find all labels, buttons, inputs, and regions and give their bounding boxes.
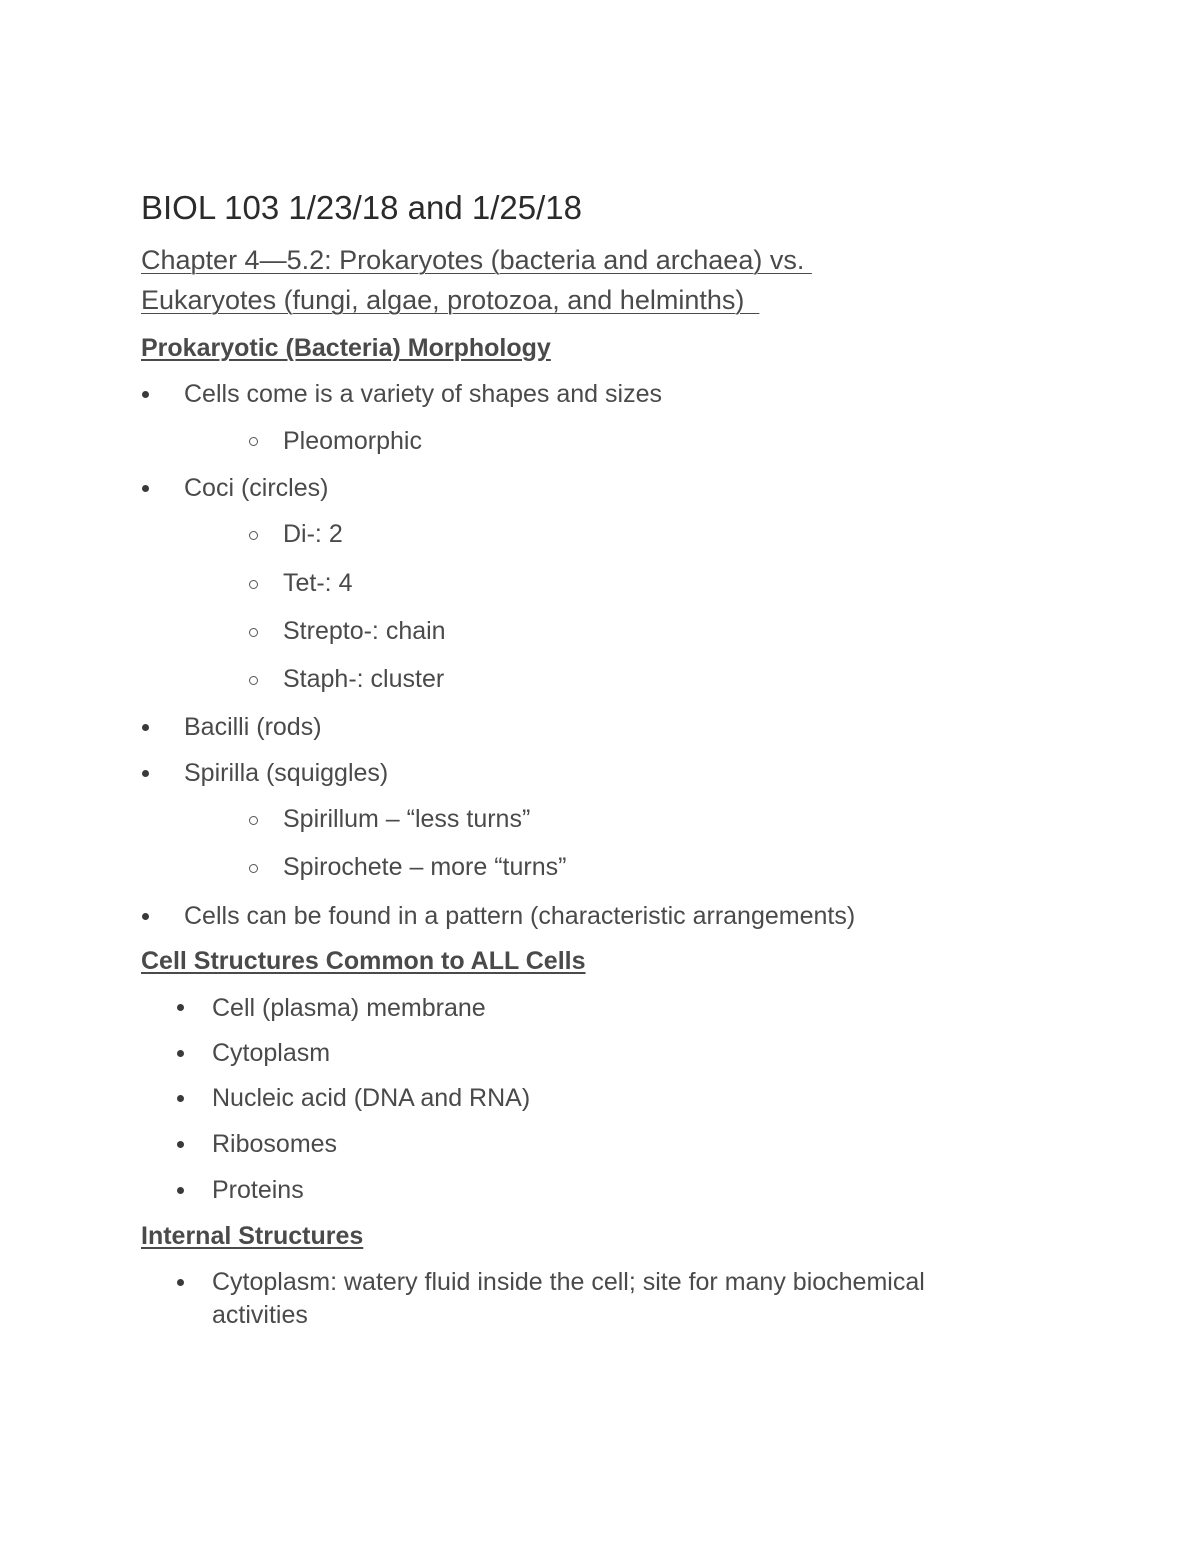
circle-bullet-icon (249, 580, 258, 589)
section-heading-morphology: Prokaryotic (Bacteria) Morphology (141, 334, 551, 362)
chapter-line-2: Eukaryotes (fungi, algae, protozoa, and helminths) (141, 285, 760, 315)
circle-bullet-icon (249, 531, 258, 540)
bullet-icon (142, 485, 149, 492)
list-item: Cells come is a variety of shapes and sizes (184, 380, 662, 408)
list-item: Pleomorphic (283, 427, 422, 455)
bullet-icon (142, 770, 149, 777)
bullet-icon (177, 1004, 184, 1011)
list-item: Staph-: cluster (283, 665, 445, 693)
list-item: Ribosomes (212, 1130, 338, 1158)
circle-bullet-icon (249, 816, 258, 825)
list-item: Cytoplasm (212, 1039, 331, 1067)
list-item: Nucleic acid (DNA and RNA) (212, 1084, 531, 1112)
list-item: Cytoplasm: watery fluid inside the cell; site for many biochemical (212, 1268, 925, 1296)
section-heading-internal: Internal Structures (141, 1222, 364, 1250)
bullet-icon (177, 1095, 184, 1102)
list-item: Bacilli (rods) (184, 713, 322, 741)
bullet-icon (177, 1050, 184, 1057)
list-item: Di-: 2 (283, 520, 343, 548)
circle-bullet-icon (249, 437, 258, 446)
list-item: Proteins (212, 1176, 304, 1204)
circle-bullet-icon (249, 864, 258, 873)
bullet-icon (177, 1279, 184, 1286)
list-item: Spirochete – more “turns” (283, 853, 567, 881)
bullet-icon (142, 913, 149, 920)
list-item-continuation: activities (212, 1301, 308, 1329)
list-item: Strepto-: chain (283, 617, 446, 645)
circle-bullet-icon (249, 628, 258, 637)
section-heading-common: Cell Structures Common to ALL Cells (141, 947, 586, 975)
bullet-icon (142, 724, 149, 731)
bullet-icon (177, 1187, 184, 1194)
circle-bullet-icon (249, 676, 258, 685)
list-item: Cell (plasma) membrane (212, 994, 486, 1022)
chapter-line-1: Chapter 4—5.2: Prokaryotes (bacteria and archaea) vs. (141, 245, 812, 275)
list-item: Coci (circles) (184, 474, 329, 502)
list-item: Tet-: 4 (283, 569, 353, 597)
bullet-icon (142, 391, 149, 398)
bullet-icon (177, 1141, 184, 1148)
document-title: BIOL 103 1/23/18 and 1/25/18 (141, 189, 582, 226)
list-item: Cells can be found in a pattern (characteristic arrangements) (184, 902, 856, 930)
list-item: Spirilla (squiggles) (184, 759, 389, 787)
list-item: Spirillum – “less turns” (283, 805, 531, 833)
